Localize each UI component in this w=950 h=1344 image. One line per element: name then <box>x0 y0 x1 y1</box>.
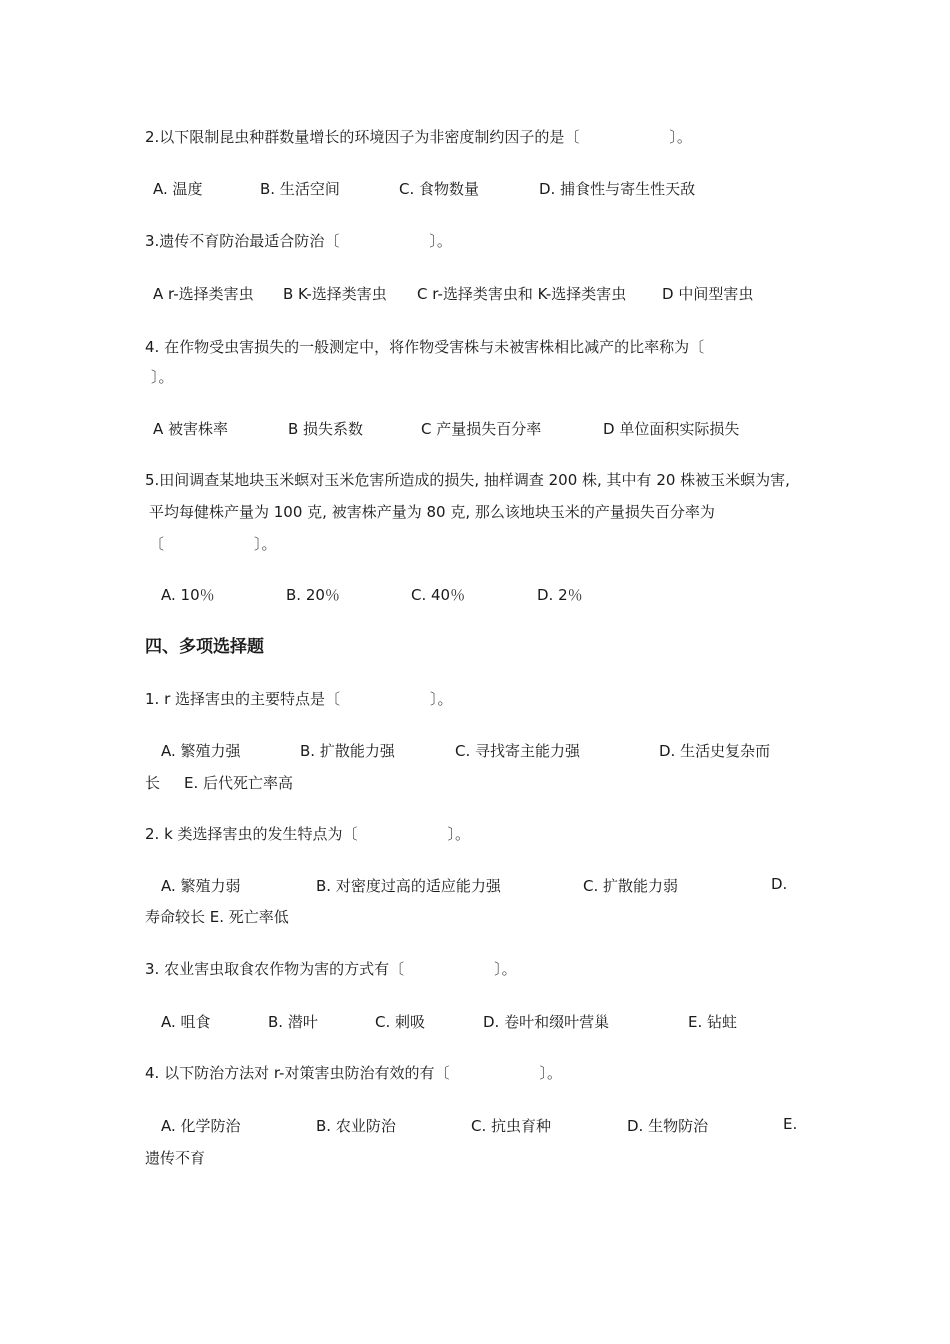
mc-q4-option-d: D. 生物防治 <box>627 1117 709 1135</box>
mc-q3-option-e: E. 钻蛀 <box>688 1013 738 1031</box>
q4-option-b: B 损失系数 <box>288 420 364 438</box>
mc-q1-option-c: C. 寻找寄主能力强 <box>455 742 581 760</box>
mc-question-2-stem: 2. k 类选择害虫的发生特点为〔 〕。 <box>145 825 471 843</box>
mc-q3-option-a: A. 咀食 <box>161 1013 211 1031</box>
mc-question-4-stem: 4. 以下防治方法对 r-对策害虫防治有效的有〔 〕。 <box>145 1064 562 1082</box>
mc-q1-option-b: B. 扩散能力强 <box>300 742 395 760</box>
q5-option-a: A. 10％ <box>161 586 215 604</box>
question-5-stem-line2: 平均每健株产量为 100 克, 被害株产量为 80 克, 那么该地块玉米的产量损失百分率为 <box>149 503 715 521</box>
mc-q1-option-e: E. 后代死亡率高 <box>184 774 294 792</box>
mc-q2-option-a: A. 繁殖力弱 <box>161 877 241 895</box>
mc-q3-option-b: B. 潜叶 <box>268 1013 318 1031</box>
mc-q4-option-b: B. 农业防治 <box>316 1117 396 1135</box>
question-2-stem: 2.以下限制昆虫种群数量增长的环境因子为非密度制约因子的是〔 〕。 <box>145 128 692 146</box>
mc-q4-option-c: C. 抗虫育种 <box>471 1117 552 1135</box>
q3-option-a: A r-选择类害虫 <box>153 285 254 303</box>
q5-option-d: D. 2％ <box>537 586 583 604</box>
q5-option-c: C. 40％ <box>411 586 466 604</box>
mc-q3-option-d: D. 卷叶和缀叶营巢 <box>483 1013 610 1031</box>
section-heading-multiple-choice: 四、多项选择题 <box>145 637 264 657</box>
mc-q1-option-a: A. 繁殖力强 <box>161 742 241 760</box>
mc-q2-option-d-and-e: 寿命较长 E. 死亡率低 <box>145 908 289 926</box>
q2-option-c: C. 食物数量 <box>399 180 480 198</box>
q2-option-d: D. 捕食性与寄生性天敌 <box>539 180 696 198</box>
question-5-stem-line1: 5.田间调查某地块玉米螟对玉米危害所造成的损失, 抽样调查 200 株, 其中有 20 株被玉米螟为害, <box>145 471 790 489</box>
q2-option-a: A. 温度 <box>153 180 203 198</box>
question-3-stem: 3.遗传不育防治最适合防治〔 〕。 <box>145 232 452 250</box>
mc-q4-option-e: E. <box>783 1115 798 1133</box>
mc-q4-option-e-continued: 遗传不育 <box>145 1149 206 1167</box>
q4-option-a: A 被害株率 <box>153 420 229 438</box>
mc-q2-option-c: C. 扩散能力弱 <box>583 877 679 895</box>
q3-option-b: B K-选择类害虫 <box>283 285 387 303</box>
mc-q4-option-a: A. 化学防治 <box>161 1117 241 1135</box>
question-4-stem-line1: 4. 在作物受虫害损失的一般测定中，将作物受害株与未被害株相比减产的比率称为〔 <box>145 338 705 356</box>
mc-q1-option-d: D. 生活史复杂而 <box>659 742 771 760</box>
mc-q3-option-c: C. 刺吸 <box>375 1013 426 1031</box>
mc-question-3-stem: 3. 农业害虫取食农作物为害的方式有〔 〕。 <box>145 960 517 978</box>
mc-q1-option-d-continued: 长 <box>145 774 161 792</box>
q3-option-d: D 中间型害虫 <box>662 285 754 303</box>
q3-option-c: C r-选择类害虫和 K-选择类害虫 <box>417 285 627 303</box>
question-5-stem-line3: 〔 〕。 <box>149 535 277 553</box>
question-4-stem-line2: 〕。 <box>151 368 174 386</box>
q4-option-c: C 产量损失百分率 <box>421 420 542 438</box>
mc-q2-option-b: B. 对密度过高的适应能力强 <box>316 877 501 895</box>
mc-question-1-stem: 1. r 选择害虫的主要特点是〔 〕。 <box>145 690 453 708</box>
mc-q2-option-d: D. <box>771 875 788 893</box>
q2-option-b: B. 生活空间 <box>260 180 340 198</box>
q5-option-b: B. 20％ <box>286 586 340 604</box>
q4-option-d: D 单位面积实际损失 <box>603 420 740 438</box>
